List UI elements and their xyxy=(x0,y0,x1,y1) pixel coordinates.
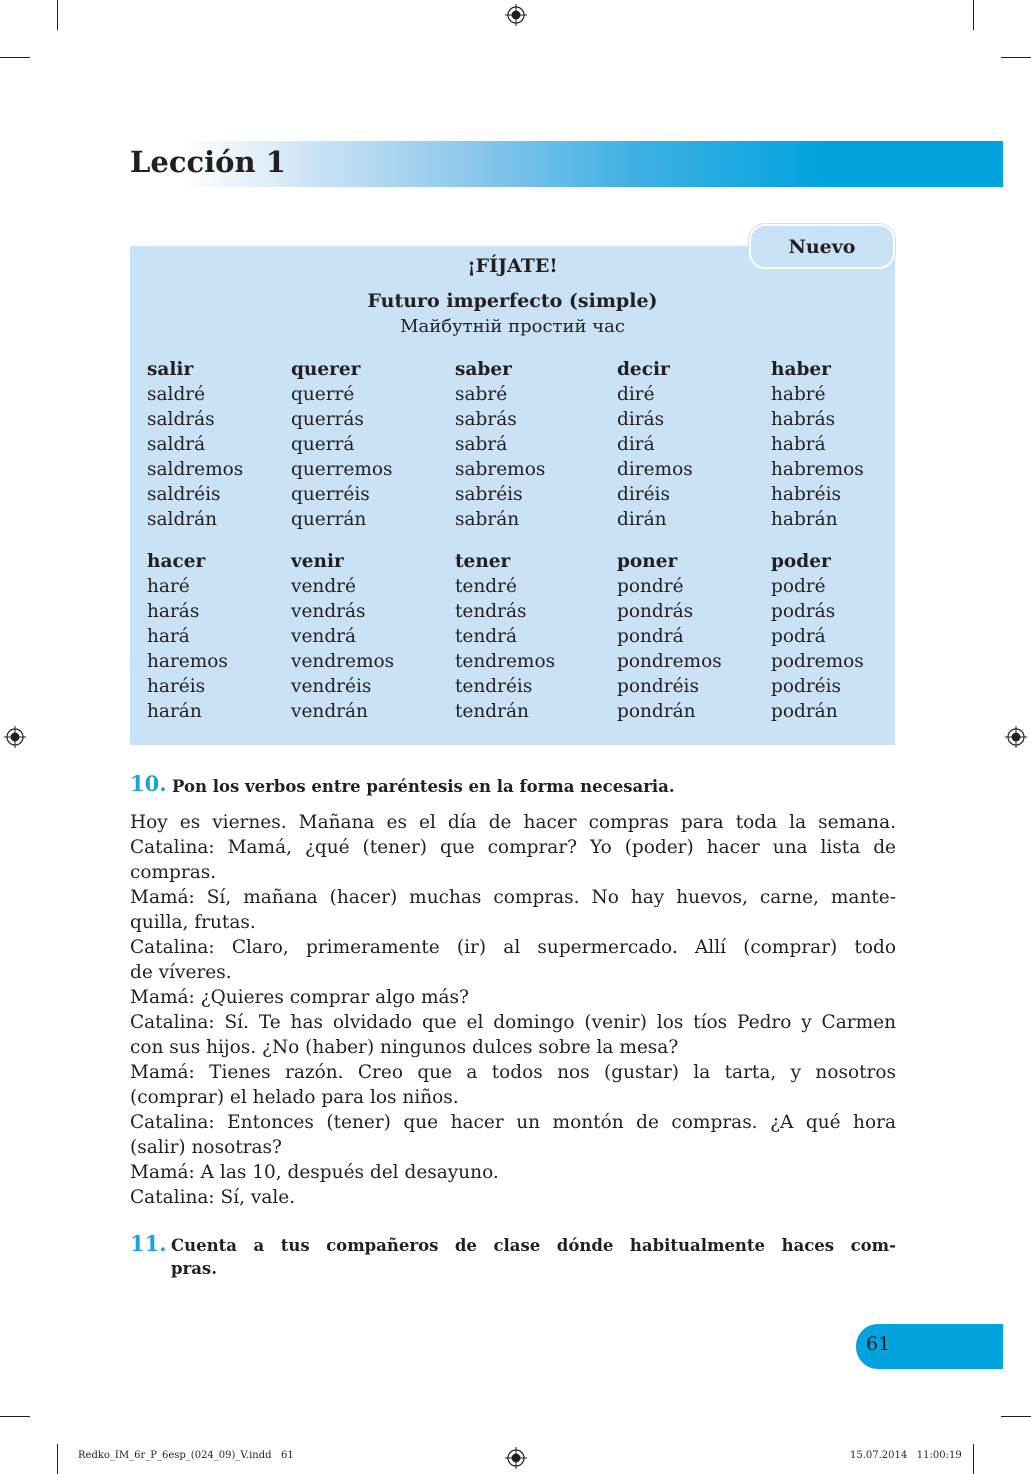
dialog-line: Mamá: Tienes razón. Creo que a todos nos (gustar) la tarta, y nosotros xyxy=(130,1062,896,1083)
verb-form: vendré xyxy=(291,576,356,597)
verb-form: podrán xyxy=(771,701,838,722)
nuevo-tab: Nuevo xyxy=(749,224,895,269)
crop-mark xyxy=(0,57,30,58)
verb-form: podréis xyxy=(771,676,842,697)
verb-form: saldremos xyxy=(147,459,244,480)
verb-form: habrán xyxy=(771,509,838,530)
verb-form: harán xyxy=(147,701,202,722)
verb-form: pondremos xyxy=(617,651,722,672)
grammar-subheading-translation: Майбутній простий час xyxy=(400,316,625,337)
verb-form: tendrán xyxy=(455,701,529,722)
conjugation-column xyxy=(617,549,722,724)
verb-form: sabremos xyxy=(455,459,546,480)
verb-form: pondréis xyxy=(617,676,699,697)
verb-form: diremos xyxy=(617,459,693,480)
verb-form: haremos xyxy=(147,651,228,672)
verb-form: saldrán xyxy=(147,509,218,530)
crop-mark xyxy=(57,0,58,30)
verb-form: querrán xyxy=(291,509,367,530)
verb-infinitive: saber xyxy=(455,359,512,380)
conjugation-column xyxy=(771,357,864,532)
grammar-subheading: Futuro imperfecto (simple) xyxy=(367,290,658,312)
dialog-line: Catalina: Entonces (tener) que hacer un montón de compras. ¿A qué hora xyxy=(130,1112,896,1133)
dialog-line: (comprar) el helado para los niños. xyxy=(130,1087,459,1108)
verb-form: sabré xyxy=(455,384,508,405)
registration-mark-icon xyxy=(505,1447,527,1469)
verb-form: vendréis xyxy=(291,676,372,697)
verb-form: dirán xyxy=(617,509,667,530)
dialog-line: compras. xyxy=(130,862,217,883)
verb-form: tendré xyxy=(455,576,517,597)
verb-form: vendrán xyxy=(291,701,368,722)
verb-form: diréis xyxy=(617,484,670,505)
dialog-line: Mamá: Sí, mañana (hacer) muchas compras. No hay huevos, carne, mante- xyxy=(130,887,896,908)
exercise-10-dialog xyxy=(130,810,896,1210)
page-number: 61 xyxy=(866,1333,891,1355)
verb-infinitive: querer xyxy=(291,359,361,380)
verb-form: habréis xyxy=(771,484,841,505)
dialog-line: con sus hijos. ¿No (haber) ningunos dulces sobre la mesa? xyxy=(130,1037,679,1058)
verb-form: saldréis xyxy=(147,484,221,505)
verb-form: podrás xyxy=(771,601,836,622)
verb-form: hará xyxy=(147,626,190,647)
exercise-11-title-line: Cuenta a tus compañeros de clase dónde habitualmente haces com- xyxy=(171,1236,896,1255)
verb-form: querrás xyxy=(291,409,364,430)
verb-form: querremos xyxy=(291,459,393,480)
dialog-line: Mamá: A las 10, después del desayuno. xyxy=(130,1162,499,1183)
verb-form: tendremos xyxy=(455,651,556,672)
verb-form: habrá xyxy=(771,434,826,455)
conjugation-column xyxy=(291,357,393,532)
verb-form: pondrás xyxy=(617,601,694,622)
crop-mark xyxy=(1001,1416,1031,1417)
verb-form: podré xyxy=(771,576,826,597)
verb-form: podrá xyxy=(771,626,826,647)
dialog-line: quilla, frutas. xyxy=(130,912,256,933)
verb-form: haré xyxy=(147,576,190,597)
verb-infinitive: venir xyxy=(291,551,344,572)
conjugation-group-1 xyxy=(147,357,887,532)
verb-form: sabréis xyxy=(455,484,523,505)
conjugation-column xyxy=(455,357,545,532)
conjugation-column xyxy=(147,357,243,532)
conjugation-group-2 xyxy=(147,549,887,724)
dialog-line: Catalina: Sí. Te has olvidado que el domingo (venir) los tíos Pedro y Carmen xyxy=(130,1012,896,1033)
conjugation-column xyxy=(617,357,693,532)
verb-infinitive: hacer xyxy=(147,551,206,572)
verb-form: sabrás xyxy=(455,409,517,430)
verb-form: vendrá xyxy=(291,626,357,647)
verb-infinitive: haber xyxy=(771,359,831,380)
verb-form: querréis xyxy=(291,484,370,505)
verb-form: sabrán xyxy=(455,509,520,530)
slug-timestamp: 15.07.2014 11:00:19 xyxy=(850,1450,962,1461)
verb-form: dirás xyxy=(617,409,665,430)
verb-infinitive: decir xyxy=(617,359,670,380)
verb-form: habremos xyxy=(771,459,864,480)
dialog-line: Catalina: Claro, primeramente (ir) al supermercado. Allí (comprar) todo xyxy=(130,937,896,958)
verb-form: habrás xyxy=(771,409,836,430)
dialog-line: Catalina: Mamá, ¿qué (tener) que comprar? Yo (poder) hacer una lista de xyxy=(130,837,896,858)
verb-form: saldrás xyxy=(147,409,215,430)
slug-filename: Redko_IM_6r_P_6esp_(024_09)_V.indd 61 xyxy=(78,1450,294,1461)
lesson-title: Lección 1 xyxy=(130,145,286,179)
verb-form: harás xyxy=(147,601,200,622)
grammar-heading: ¡FÍJATE! xyxy=(467,255,558,277)
verb-form: pondrán xyxy=(617,701,696,722)
verb-form: querrá xyxy=(291,434,355,455)
dialog-line: Mamá: ¿Quieres comprar algo más? xyxy=(130,987,469,1008)
registration-mark-icon xyxy=(1005,726,1027,748)
dialog-line: de víveres. xyxy=(130,962,232,983)
conjugation-column xyxy=(291,549,394,724)
verb-form: pondrá xyxy=(617,626,684,647)
verb-infinitive: poner xyxy=(617,551,678,572)
conjugation-column xyxy=(147,549,228,724)
verb-form: haréis xyxy=(147,676,206,697)
verb-infinitive: poder xyxy=(771,551,831,572)
crop-mark xyxy=(973,0,974,30)
exercise-11-number: 11. xyxy=(130,1231,167,1256)
crop-mark xyxy=(0,1416,30,1417)
exercise-10-number: 10. xyxy=(130,771,167,796)
dialog-line: Catalina: Sí, vale. xyxy=(130,1187,296,1208)
crop-mark xyxy=(57,1444,58,1474)
verb-form: tendréis xyxy=(455,676,533,697)
registration-mark-icon xyxy=(505,4,527,26)
exercise-11-title-line: pras. xyxy=(171,1259,217,1278)
verb-form: sabrá xyxy=(455,434,508,455)
verb-form: tendrás xyxy=(455,601,527,622)
conjugation-column xyxy=(771,549,864,724)
verb-form: saldrá xyxy=(147,434,206,455)
verb-form: dirá xyxy=(617,434,655,455)
conjugation-column xyxy=(455,549,555,724)
crop-mark xyxy=(973,1444,974,1474)
verb-form: diré xyxy=(617,384,655,405)
verb-infinitive: tener xyxy=(455,551,511,572)
verb-form: pondré xyxy=(617,576,684,597)
verb-infinitive: salir xyxy=(147,359,194,380)
verb-form: saldré xyxy=(147,384,206,405)
verb-form: vendremos xyxy=(291,651,395,672)
verb-form: podremos xyxy=(771,651,864,672)
registration-mark-icon xyxy=(4,726,26,748)
dialog-line: Hoy es viernes. Mañana es el día de hacer compras para toda la semana. xyxy=(130,812,896,833)
exercise-10-title: Pon los verbos entre paréntesis en la forma necesaria. xyxy=(172,777,675,796)
crop-mark xyxy=(1001,57,1031,58)
dialog-line: (salir) nosotras? xyxy=(130,1137,282,1158)
verb-form: querré xyxy=(291,384,355,405)
verb-form: vendrás xyxy=(291,601,366,622)
verb-form: habré xyxy=(771,384,826,405)
verb-form: tendrá xyxy=(455,626,518,647)
